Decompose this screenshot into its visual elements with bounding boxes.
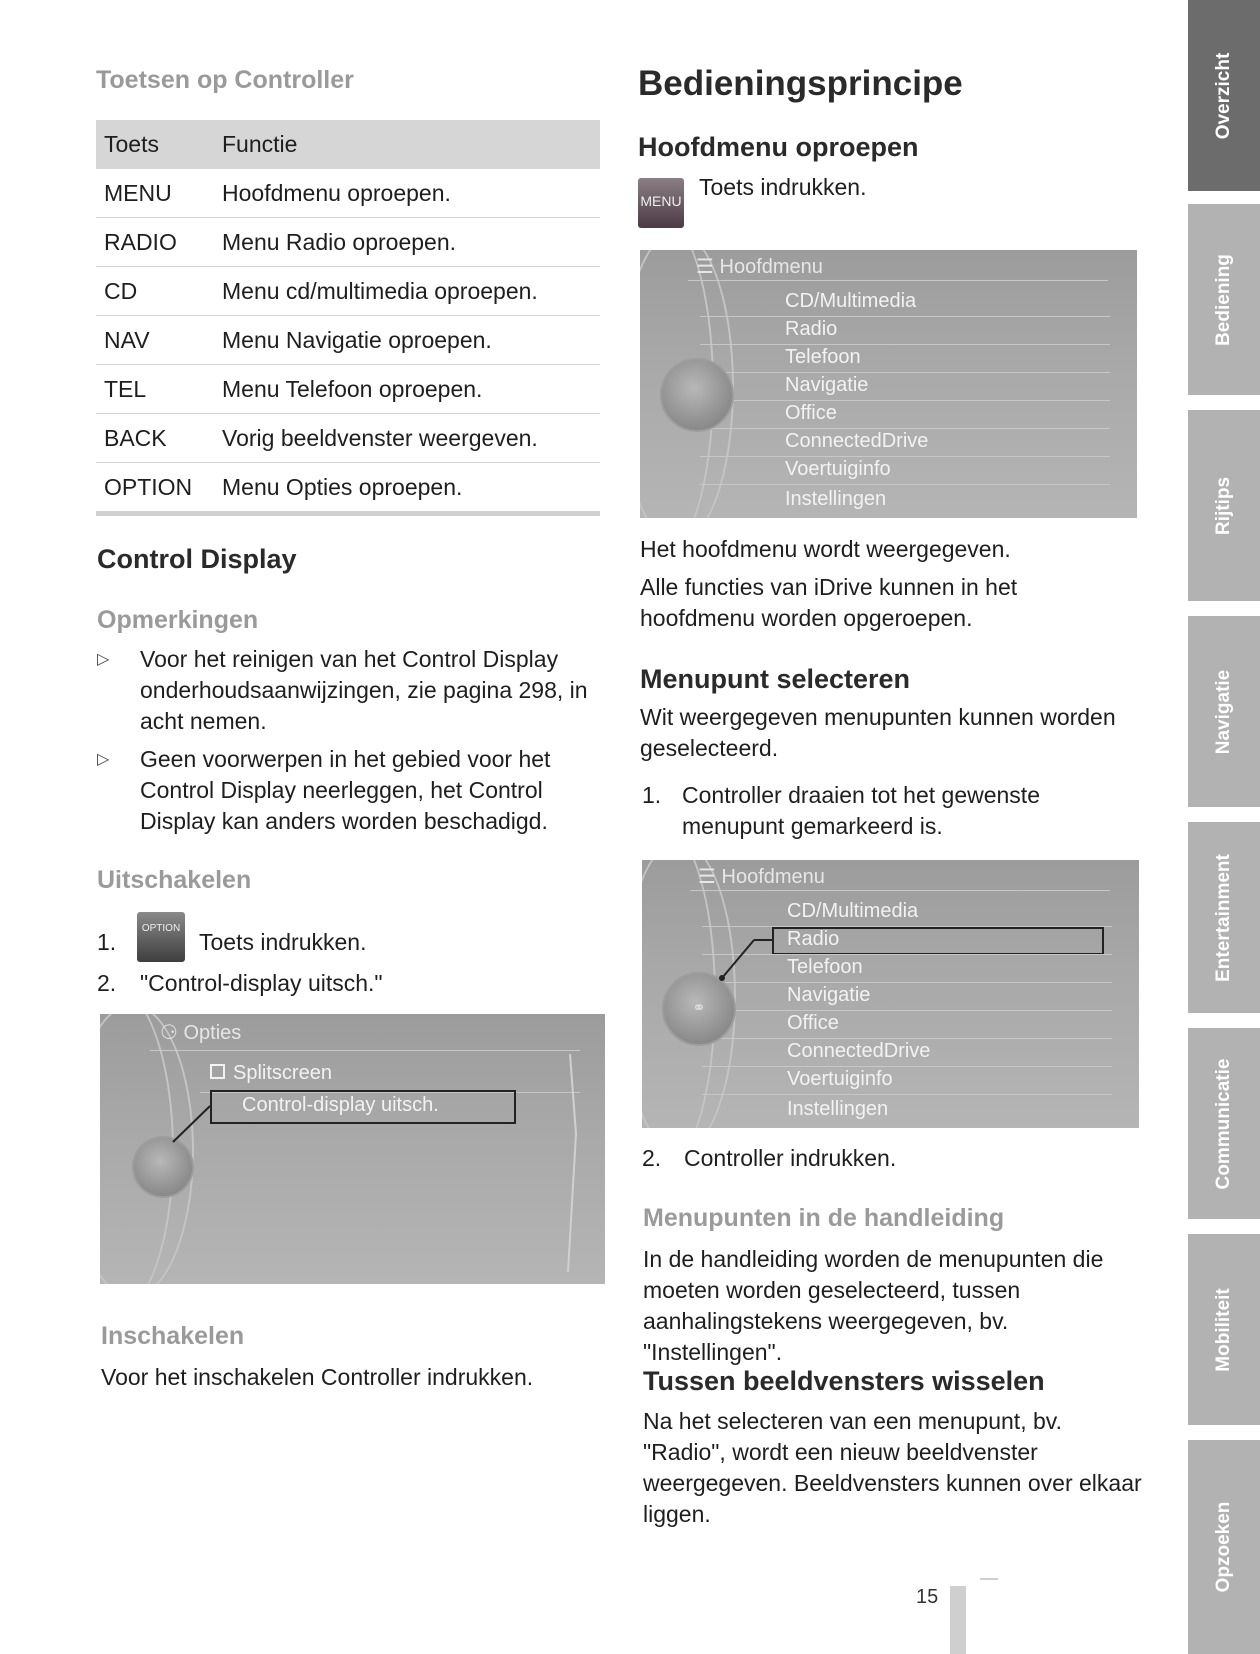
screen-item: Radio <box>785 318 838 340</box>
tab-communicatie[interactable] <box>1188 1028 1260 1226</box>
page-tick <box>980 1578 998 1580</box>
step-text: "Control-display uitsch." <box>140 970 383 996</box>
screen-item: Radio <box>787 928 840 950</box>
options-icon: ⚆ <box>160 1022 178 1044</box>
control-display-title: Control Display <box>97 544 297 574</box>
tab-label: Navigatie <box>1213 669 1234 754</box>
screen-item: CD/Multimedia <box>785 290 917 312</box>
screen-item: Office <box>787 1012 839 1034</box>
options-screen-image <box>100 1014 605 1284</box>
remark-item <box>97 744 607 840</box>
screen-item: Instellingen <box>785 488 887 510</box>
screen-item: Telefoon <box>787 956 863 978</box>
page-number: 15 <box>916 1586 939 1608</box>
tab-label: Entertainment <box>1213 853 1234 982</box>
screen-item: Instellingen <box>787 1098 889 1120</box>
function-cell: Vorig beeldvenster weergeven. <box>214 414 600 463</box>
switch-screens-text: Na het selecteren van een menupunt, bv. "Radio", wordt een nieuw beeldvenster weergegeven. Beeldvensters kunnen over elkaar liggen. <box>643 1408 1142 1527</box>
tab-overzicht[interactable] <box>1188 0 1260 198</box>
selection-screen-image <box>642 860 1139 1128</box>
screen-item: Telefoon <box>785 346 861 368</box>
remark-text: Voor het reinigen van het Control Display onderhoudsaanwijzingen, zie pagina 298, in acht nemen. <box>140 646 588 734</box>
step-number: 1. <box>642 782 662 808</box>
pointer-line <box>100 1014 605 1284</box>
pointer-line <box>642 860 1139 1128</box>
controller-knob-icon <box>660 358 734 432</box>
tab-bediening[interactable] <box>1188 204 1260 402</box>
triangle-bullet-icon: ▷ <box>97 751 110 768</box>
table-row <box>96 414 600 463</box>
screen-item: CD/Multimedia <box>787 900 919 922</box>
function-cell: Hoofdmenu oproepen. <box>214 169 600 218</box>
table-row <box>96 169 600 218</box>
keys-section-title: Toetsen op Controller <box>96 66 354 94</box>
keys-table <box>96 120 600 516</box>
page-title: Bedieningsprincipe <box>638 64 963 103</box>
divider <box>700 484 1110 485</box>
function-cell: Menu cd/multimedia oproepen. <box>214 267 600 316</box>
key-cell: MENU <box>96 169 214 218</box>
key-cell: TEL <box>96 365 214 414</box>
tab-mobiliteit[interactable] <box>1188 1234 1260 1432</box>
tab-entertainment[interactable] <box>1188 822 1260 1020</box>
screen-item: ConnectedDrive <box>787 1040 931 1062</box>
page-bar <box>950 1586 966 1654</box>
switch-on-text: Voor het inschakelen Controller indrukken. <box>101 1364 534 1390</box>
tab-label: Rijtips <box>1213 476 1234 535</box>
screen-item: Voertuiginfo <box>787 1068 893 1090</box>
key-cell: CD <box>96 267 214 316</box>
function-cell: Menu Navigatie oproepen. <box>214 316 600 365</box>
screen-title-text: Hoofdmenu <box>719 256 823 278</box>
remarks-title: Opmerkingen <box>97 606 259 634</box>
table-row <box>96 365 600 414</box>
screen-item: Office <box>785 402 837 424</box>
switch-screens-title: Tussen beeldvensters wisselen <box>643 1366 1045 1396</box>
table-row <box>96 218 600 267</box>
table-header-cell: Functie <box>214 120 600 169</box>
step-text: Toets indrukken. <box>199 929 367 955</box>
menu-key-label: MENU <box>640 193 682 209</box>
tab-label: Overzicht <box>1213 52 1234 139</box>
divider <box>688 280 1108 281</box>
screen-title-text: Hoofdmenu <box>721 866 825 888</box>
step-number: 2. <box>97 970 117 996</box>
remark-text: Geen voorwerpen in het gebied voor het Control Display neerleggen, het Control Display kan anders worden beschadigd. <box>140 746 551 834</box>
tab-label: Opzoeken <box>1213 1501 1234 1593</box>
main-menu-title: Hoofdmenu oproepen <box>638 132 919 162</box>
step-text: Controller indrukken. <box>684 1145 897 1171</box>
screen-item: Navigatie <box>785 374 869 396</box>
divider <box>700 400 1110 401</box>
tab-rijtips[interactable] <box>1188 410 1260 608</box>
menu-key-icon <box>638 178 684 228</box>
menu-list-icon: ☰ <box>698 866 716 888</box>
key-cell: NAV <box>96 316 214 365</box>
screen-title <box>696 254 823 279</box>
table-row <box>96 463 600 514</box>
step-text: Controller draaien tot het gewenste menupunt gemarkeerd is. <box>682 782 1040 839</box>
divider <box>700 316 1110 317</box>
function-cell: Menu Opties oproepen. <box>214 463 600 514</box>
switch-off-title: Uitschakelen <box>97 866 252 894</box>
divider <box>700 372 1110 373</box>
side-tabs <box>1188 0 1260 1654</box>
table-row <box>96 267 600 316</box>
table-row <box>96 316 600 365</box>
tab-label: Mobiliteit <box>1213 1287 1234 1372</box>
menu-list-icon: ☰ <box>696 256 714 278</box>
screen-item: ConnectedDrive <box>785 430 929 452</box>
select-title: Menupunt selecteren <box>640 664 911 694</box>
screen-title-text: Opties <box>183 1022 242 1044</box>
screen-item: Control-display uitsch. <box>242 1094 439 1116</box>
divider <box>700 428 1110 429</box>
remark-item <box>97 644 607 740</box>
manual-text: In de handleiding worden de menupunten die moeten worden geselecteerd, tussen aanhalingstekens weergegeven, bv. "Instellingen". <box>643 1246 1104 1365</box>
function-cell: Menu Telefoon oproepen. <box>214 365 600 414</box>
triangle-bullet-icon: ▷ <box>97 651 110 668</box>
option-key-icon <box>137 912 185 962</box>
table-header-row <box>96 120 600 169</box>
option-key-label: OPTION <box>141 923 181 934</box>
main-menu-screen-image <box>640 250 1137 518</box>
table-header-cell: Toets <box>96 120 214 169</box>
off-step-1 <box>97 912 597 968</box>
divider <box>700 344 1110 345</box>
function-cell: Menu Radio oproepen. <box>214 218 600 267</box>
screen-item: Voertuiginfo <box>785 458 891 480</box>
main-menu-result: Het hoofdmenu wordt weergegeven. <box>640 536 1011 562</box>
select-step-1 <box>640 780 1150 844</box>
screen-item: Navigatie <box>787 984 871 1006</box>
tab-label: Bediening <box>1213 253 1234 346</box>
key-cell: RADIO <box>96 218 214 267</box>
select-text: Wit weergegeven menupunten kunnen worden geselecteerd. <box>640 704 1116 761</box>
key-cell: OPTION <box>96 463 214 514</box>
switch-on-title: Inschakelen <box>101 1322 245 1350</box>
key-cell: BACK <box>96 414 214 463</box>
tab-opzoeken[interactable] <box>1188 1440 1260 1654</box>
step-number: 1. <box>97 929 117 955</box>
main-menu-note: Alle functies van iDrive kunnen in het hoofdmenu worden opgeroepen. <box>640 574 1018 631</box>
manual-title: Menupunten in de handleiding <box>643 1204 1005 1232</box>
step-number: 2. <box>642 1145 662 1171</box>
main-menu-text: Toets indrukken. <box>699 174 867 200</box>
screen-item-label: Splitscreen <box>233 1062 332 1084</box>
controller-radio-knob-icon: ⚭ <box>662 972 736 1046</box>
divider <box>700 456 1110 457</box>
tab-navigatie[interactable] <box>1188 616 1260 814</box>
tab-label: Communicatie <box>1213 1058 1234 1189</box>
